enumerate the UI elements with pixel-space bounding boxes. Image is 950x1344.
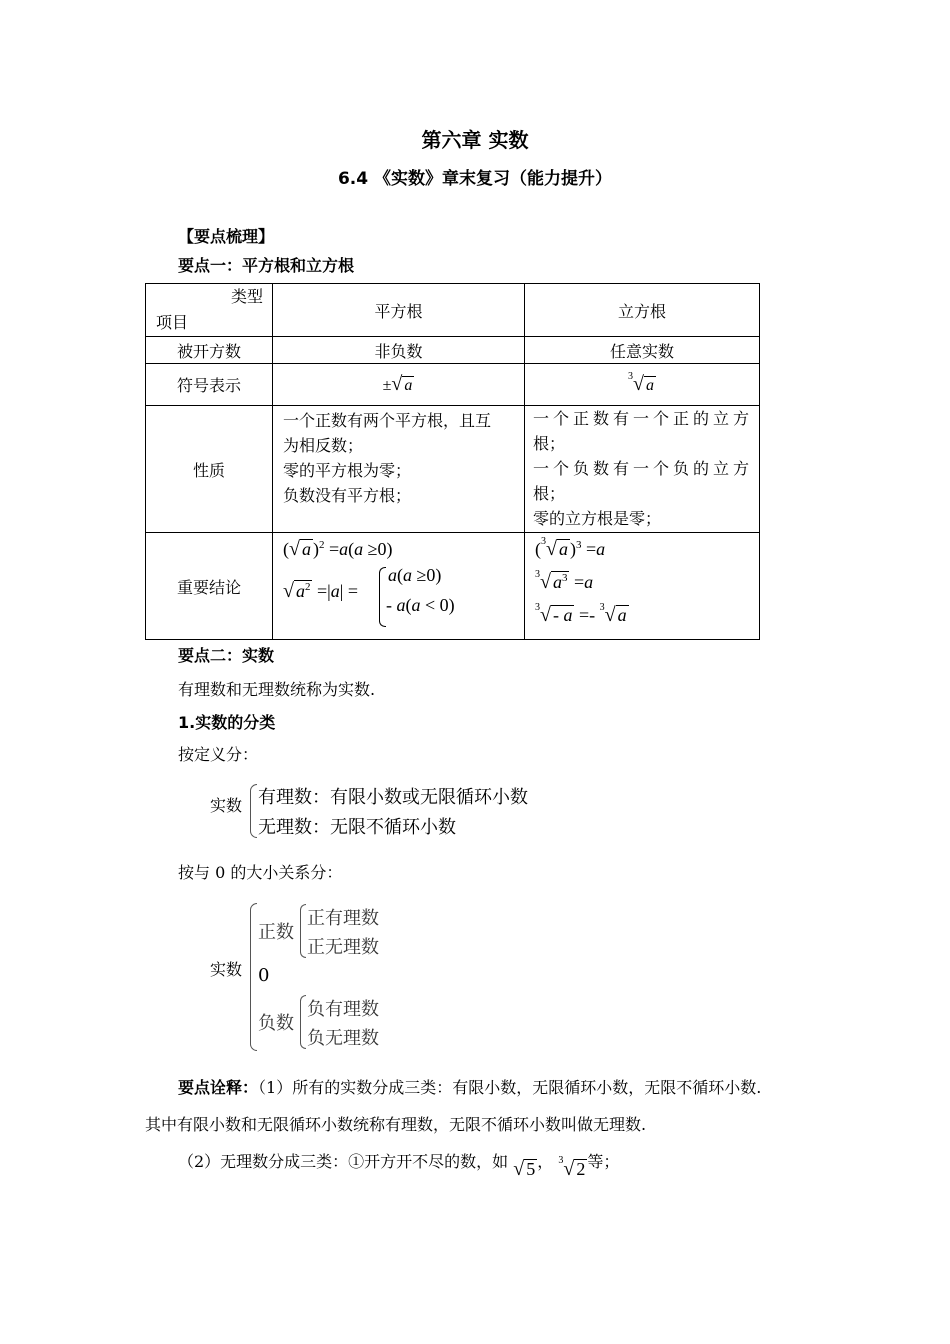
positive-label: 正数 bbox=[258, 922, 294, 943]
property-cube-line: 根； bbox=[533, 484, 566, 503]
radicand-cube: 任意实数 bbox=[525, 337, 760, 364]
point2-heading: 要点二：实数 bbox=[178, 646, 275, 665]
point2-intro: 有理数和无理数统称为实数. bbox=[178, 680, 376, 699]
zero-label: 0 bbox=[258, 965, 270, 986]
example-sqrt5: √ 5 bbox=[513, 1158, 536, 1180]
cube-identity-2: $^3$√ $a^3 =a$ bbox=[535, 569, 594, 593]
row-label-conclusion: 重要结论 bbox=[146, 533, 273, 640]
def-root: 实数 bbox=[210, 796, 243, 815]
notes-line-1 bbox=[178, 1075, 761, 1098]
notes-line-2: 其中有限小数和无限循环小数统称有理数，无限不循环小数叫做无理数. bbox=[145, 1115, 647, 1134]
example-sqrt5-radicand: 5 bbox=[526, 1159, 536, 1179]
positive-irrational: 正无理数 bbox=[307, 937, 379, 958]
property-cube-line: 零的立方根是零； bbox=[533, 509, 662, 528]
sign-root: 实数 bbox=[210, 960, 243, 979]
sign-brace bbox=[250, 903, 257, 1051]
property-cube-line: 根； bbox=[533, 434, 566, 453]
positive-rational: 正有理数 bbox=[307, 908, 379, 929]
example-cbrt2: $^3$√ 2 bbox=[558, 1155, 586, 1180]
root-comparison-table bbox=[145, 283, 760, 640]
corner-cell bbox=[146, 284, 273, 337]
property-cube-line: 一个负数有一个负的立方 bbox=[533, 459, 754, 478]
piecewise-brace bbox=[379, 567, 386, 627]
by-definition-label: 按定义分： bbox=[178, 745, 259, 764]
col-header-square-root: 平方根 bbox=[273, 284, 525, 337]
property-square bbox=[273, 406, 525, 533]
property-square-line: 为相反数； bbox=[283, 436, 364, 455]
def-brace bbox=[250, 784, 257, 838]
property-cube bbox=[525, 406, 760, 533]
property-square-line: 一个正数有两个平方根，且互 bbox=[283, 411, 492, 430]
notes-line-3 bbox=[178, 1149, 620, 1180]
section-title: 6.4 《实数》章末复习（能力提升） bbox=[337, 169, 613, 189]
symbol-square-formula: ±√ a bbox=[273, 364, 525, 406]
negative-brace bbox=[300, 995, 306, 1049]
notes-text-3a: （2）无理数分成三类：①开方开不尽的数，如 bbox=[178, 1152, 509, 1171]
row-label-radicand: 被开方数 bbox=[146, 337, 273, 364]
chapter-title: 第六章 实数 bbox=[421, 128, 529, 152]
by-sign-label: 按与 0 的大小关系分： bbox=[178, 863, 343, 882]
cube-identity-3: $^3$√ - a =- $^3$√ a bbox=[535, 602, 627, 626]
corner-top: 类型 bbox=[231, 287, 264, 306]
cube-identity-1: ($^3$√ a )$^3$ =a bbox=[535, 536, 606, 560]
piecewise-case-1: a(a ≥0) bbox=[388, 565, 442, 585]
negative-rational: 负有理数 bbox=[307, 999, 379, 1020]
negative-irrational: 负无理数 bbox=[307, 1028, 379, 1049]
notes-text-1: （1）所有的实数分成三类：有限小数，无限循环小数，无限不循环小数. bbox=[258, 1078, 762, 1097]
property-square-line: 负数没有平方根； bbox=[283, 486, 412, 505]
def-irrational: 无理数：无限不循环小数 bbox=[258, 817, 456, 838]
square-identity-2: √ $a^2 =|a|$ = bbox=[283, 580, 359, 602]
positive-brace bbox=[300, 904, 306, 958]
col-header-cube-root: 立方根 bbox=[525, 284, 760, 337]
example-cbrt2-radicand: 2 bbox=[576, 1159, 586, 1179]
notes-comma: ， bbox=[537, 1152, 554, 1171]
point1-heading: 要点一：平方根和立方根 bbox=[178, 256, 355, 275]
conclusion-square bbox=[273, 533, 525, 640]
radicand-square: 非负数 bbox=[273, 337, 525, 364]
corner-bottom: 项目 bbox=[156, 313, 189, 332]
conclusion-cube bbox=[525, 533, 760, 640]
piecewise-case-2: - a(a < 0) bbox=[386, 595, 455, 615]
def-rational: 有理数：有限小数或无限循环小数 bbox=[258, 787, 528, 808]
symbol-cube-formula: $^3$√ a bbox=[525, 364, 760, 406]
property-square-line: 零的平方根为零； bbox=[283, 461, 412, 480]
property-cube-line: 一个正数有一个正的立方 bbox=[533, 409, 754, 428]
row-label-property: 性质 bbox=[146, 406, 273, 533]
square-identity-1: (√ a )$^2$ =a(a ≥0) bbox=[283, 538, 393, 560]
negative-label: 负数 bbox=[258, 1013, 294, 1034]
row-label-symbol: 符号表示 bbox=[146, 364, 273, 406]
summary-heading: 【要点梳理】 bbox=[178, 227, 275, 246]
classification-heading: 1.实数的分类 bbox=[178, 713, 276, 732]
notes-text-3c: 等； bbox=[587, 1152, 620, 1171]
notes-label: 要点诠释： bbox=[178, 1078, 259, 1097]
